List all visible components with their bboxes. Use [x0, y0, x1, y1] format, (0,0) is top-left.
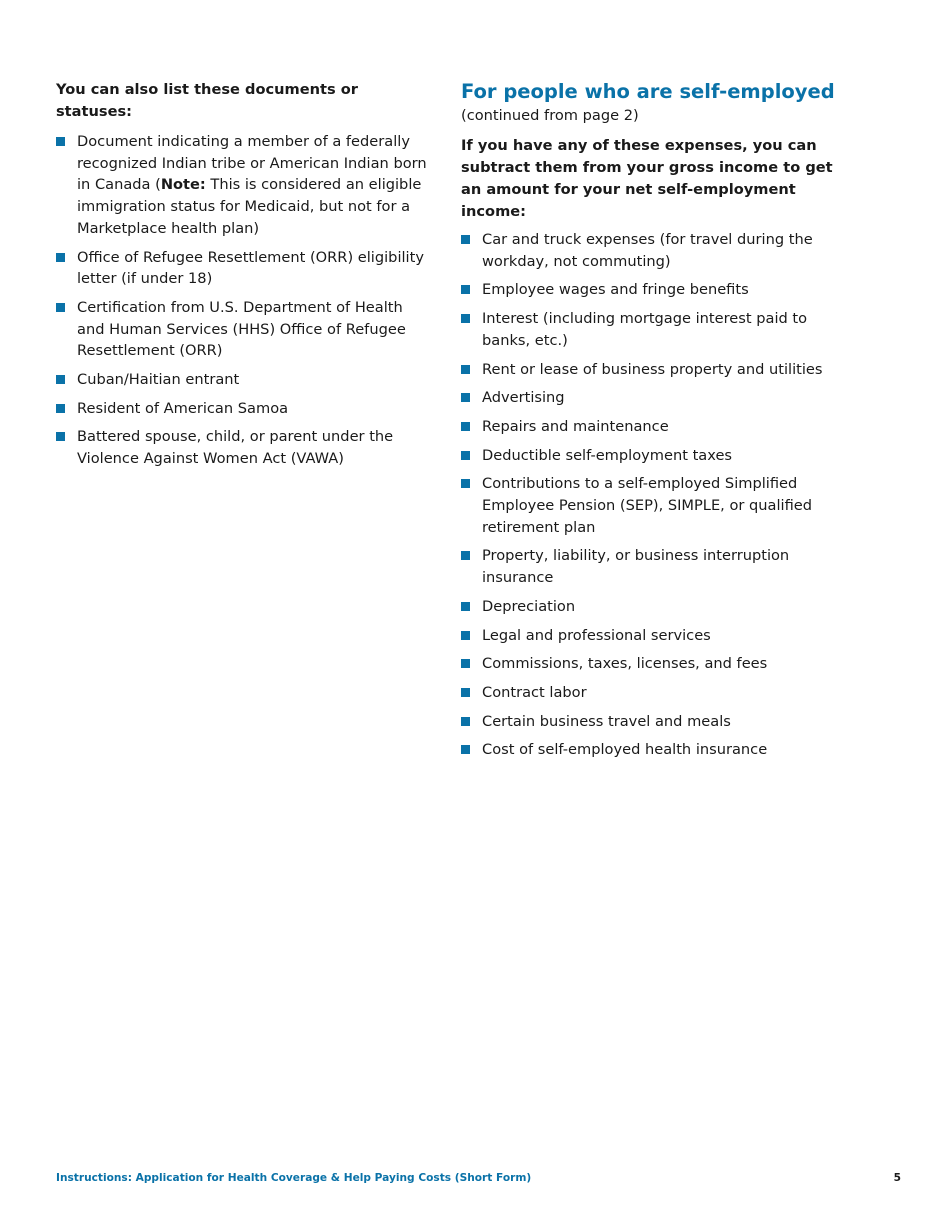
- bullet-square-icon: [461, 551, 470, 560]
- bullet-square-icon: [461, 745, 470, 754]
- expenses-list: [461, 229, 841, 761]
- list-item: [56, 247, 428, 290]
- list-item-text: Deductible self-employment taxes: [482, 446, 733, 464]
- list-item: [56, 426, 428, 469]
- list-item-text: Battered spouse, child, or parent under the Violence Against Women Act (VAWA): [77, 428, 394, 468]
- list-item: [461, 416, 841, 438]
- list-item: [56, 297, 428, 362]
- list-item-text: Depreciation: [482, 597, 576, 615]
- list-item: [56, 369, 428, 391]
- right-column: [461, 78, 841, 768]
- documents-heading: You can also list these documents or statuses:: [56, 81, 358, 120]
- list-item: [56, 398, 428, 420]
- list-item-text: Rent or lease of business property and utilities: [482, 360, 823, 378]
- left-column: [56, 78, 428, 477]
- list-item: [461, 711, 841, 733]
- bullet-square-icon: [461, 717, 470, 726]
- list-item: [461, 473, 841, 538]
- bullet-square-icon: [461, 451, 470, 460]
- page-footer: [56, 1172, 901, 1188]
- list-item-text: Office of Refugee Resettlement (ORR) eligibility letter (if under 18): [77, 248, 424, 288]
- page-number: 5: [893, 1172, 901, 1184]
- list-item-text: Interest (including mortgage interest paid to banks, etc.): [482, 310, 808, 349]
- list-item: [461, 739, 841, 761]
- bullet-square-icon: [461, 314, 470, 323]
- list-item: [461, 445, 841, 467]
- list-item: [461, 653, 841, 675]
- bullet-square-icon: [56, 404, 65, 413]
- bullet-square-icon: [461, 285, 470, 294]
- note-label: Note:: [160, 176, 206, 194]
- bullet-square-icon: [56, 253, 65, 262]
- bullet-square-icon: [461, 393, 470, 402]
- bullet-square-icon: [56, 303, 65, 312]
- list-item-text: Cost of self-employed health insurance: [482, 741, 768, 759]
- expenses-lead: If you have any of these expenses, you can subtract them from your gross income to get an amount for your net self-employment income:: [461, 137, 833, 220]
- list-item-text: Property, liability, or business interruption insurance: [482, 547, 790, 587]
- list-item-text: Cuban/Haitian entrant: [77, 371, 240, 389]
- list-item: [56, 131, 428, 240]
- list-item: [461, 387, 841, 409]
- bullet-square-icon: [461, 479, 470, 488]
- list-item-text: Resident of American Samoa: [77, 399, 289, 417]
- list-item: [461, 359, 841, 381]
- list-item-text: This is considered an eligible immigration status for Medicaid, but not for a Marketplace health plan): [77, 176, 422, 237]
- bullet-square-icon: [461, 659, 470, 668]
- list-item-text: Repairs and maintenance: [482, 417, 669, 435]
- section-subtitle: (continued from page 2): [461, 107, 639, 124]
- list-item-text: Advertising: [482, 389, 565, 407]
- list-item-text: Employee wages and fringe benefits: [482, 281, 749, 299]
- list-item-text: Contributions to a self-employed Simplified Employee Pension (SEP), SIMPLE, or qualified retirement plan: [482, 475, 813, 536]
- list-item-text: Legal and professional services: [482, 626, 711, 644]
- list-item: [461, 545, 841, 588]
- list-item-text: Car and truck expenses (for travel during the workday, not commuting): [482, 231, 813, 270]
- bullet-square-icon: [461, 688, 470, 697]
- list-item-text: Contract labor: [482, 683, 587, 701]
- bullet-square-icon: [461, 365, 470, 374]
- documents-list: [56, 131, 428, 470]
- bullet-square-icon: [461, 235, 470, 244]
- bullet-square-icon: [56, 432, 65, 441]
- list-item: [461, 229, 841, 272]
- bullet-square-icon: [461, 422, 470, 431]
- list-item: [461, 596, 841, 618]
- list-item: [461, 279, 841, 301]
- list-item-text: Certain business travel and meals: [482, 712, 731, 730]
- list-item-text: Commissions, taxes, licenses, and fees: [482, 655, 768, 673]
- list-item: [461, 308, 841, 351]
- list-item-text: Document indicating a member of a federally recognized Indian tribe or American Indian born in Canada (: [77, 133, 427, 194]
- bullet-square-icon: [461, 602, 470, 611]
- list-item: [461, 682, 841, 704]
- bullet-square-icon: [461, 631, 470, 640]
- list-item: [461, 625, 841, 647]
- bullet-square-icon: [56, 137, 65, 146]
- footer-title: Instructions: Application for Health Coverage & Help Paying Costs (Short Form): [56, 1172, 532, 1184]
- list-item-text: Certification from U.S. Department of Health and Human Services (HHS) Office of Refugee Resettlement (ORR): [77, 298, 406, 360]
- bullet-square-icon: [56, 375, 65, 384]
- section-title: For people who are self-employed: [461, 80, 835, 103]
